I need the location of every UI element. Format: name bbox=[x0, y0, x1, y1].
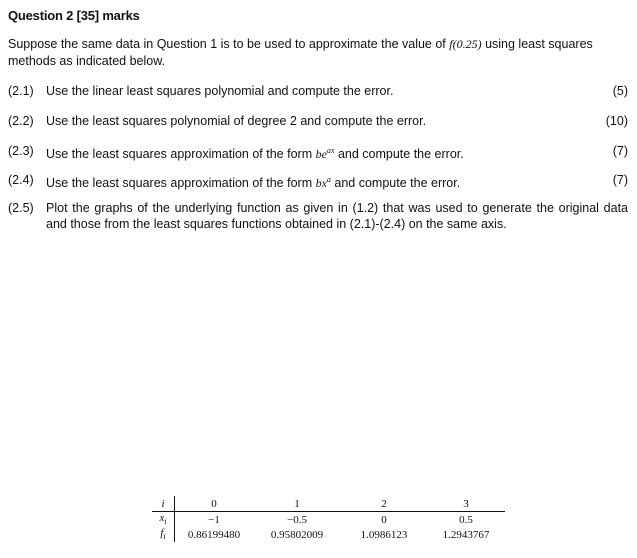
table-cell: 1.0986123 bbox=[360, 528, 408, 541]
table-cell: 0 bbox=[175, 496, 254, 512]
item-marks: (5) bbox=[612, 84, 628, 98]
intro-text-end: using least squares methods as indicated below. bbox=[8, 37, 593, 68]
item-number: (2.5) bbox=[8, 201, 34, 215]
item-text-end: and compute the error. bbox=[334, 147, 464, 161]
row-label-f bbox=[152, 527, 175, 542]
item-text: Use the linear least squares polynomial and compute the error. bbox=[46, 84, 394, 98]
item-marks: (10) bbox=[605, 114, 628, 128]
form-exponent: a bbox=[326, 175, 331, 184]
power-form bbox=[316, 176, 331, 190]
item-text-start: Use the least squares approximation of the form bbox=[46, 147, 316, 161]
label-subscript: i bbox=[163, 532, 166, 542]
table-cell: 1.2943767 bbox=[442, 528, 490, 541]
table-row-x bbox=[152, 512, 505, 528]
question-intro bbox=[8, 36, 628, 70]
item-2-1 bbox=[8, 83, 628, 99]
table-cell: 2 bbox=[341, 496, 427, 512]
table-cell: −1 bbox=[208, 513, 220, 526]
item-2-2 bbox=[8, 113, 628, 129]
table-cell: 0 bbox=[381, 513, 387, 526]
row-label-x bbox=[152, 512, 175, 528]
label-main: f bbox=[160, 527, 164, 540]
item-marks: (7) bbox=[612, 173, 628, 187]
label-subscript: i bbox=[164, 517, 167, 527]
table-cell: 3 bbox=[427, 496, 505, 512]
row-label-i bbox=[152, 496, 175, 512]
table-cell: 1 bbox=[253, 496, 341, 512]
table-cell: 0.86199480 bbox=[187, 528, 241, 541]
item-2-4 bbox=[8, 172, 628, 188]
item-2-3 bbox=[8, 143, 628, 159]
item-text-start: Use the least squares approximation of the form bbox=[46, 176, 316, 190]
table-cell: 0.5 bbox=[459, 513, 473, 526]
item-text bbox=[46, 143, 598, 162]
item-number: (2.3) bbox=[8, 144, 34, 158]
item-number: (2.1) bbox=[8, 84, 34, 98]
item-text: Use the least squares polynomial of degree 2 and compute the error. bbox=[46, 114, 427, 128]
intro-function-value: f(0.25) bbox=[449, 37, 482, 51]
label-main: x bbox=[159, 512, 165, 525]
table-cell: 0.95802009 bbox=[270, 528, 324, 541]
table-row-index bbox=[152, 496, 505, 512]
item-number: (2.4) bbox=[8, 173, 34, 187]
intro-text-start: Suppose the same data in Question 1 is to be used to approximate the value of bbox=[8, 37, 450, 51]
item-2-5 bbox=[8, 200, 628, 252]
item-text bbox=[46, 172, 598, 191]
question-title: Question 2 [35] marks bbox=[8, 8, 140, 23]
item-text: Plot the graphs of the underlying function as given in (1.2) that was used to generate the original data and those from the least squares functions obtained in (2.1)-(2.4) on the same axis. bbox=[46, 201, 628, 231]
exponential-form bbox=[316, 147, 335, 161]
form-base: bx bbox=[315, 176, 327, 190]
data-table bbox=[152, 496, 505, 542]
form-exponent: ax bbox=[326, 146, 335, 155]
table-cell: −0.5 bbox=[287, 513, 307, 526]
item-marks: (7) bbox=[612, 144, 628, 158]
item-number: (2.2) bbox=[8, 114, 34, 128]
table-row-f bbox=[152, 527, 505, 542]
item-text-end: and compute the error. bbox=[330, 176, 461, 190]
form-base: be bbox=[315, 147, 327, 161]
label-main: i bbox=[161, 497, 165, 510]
